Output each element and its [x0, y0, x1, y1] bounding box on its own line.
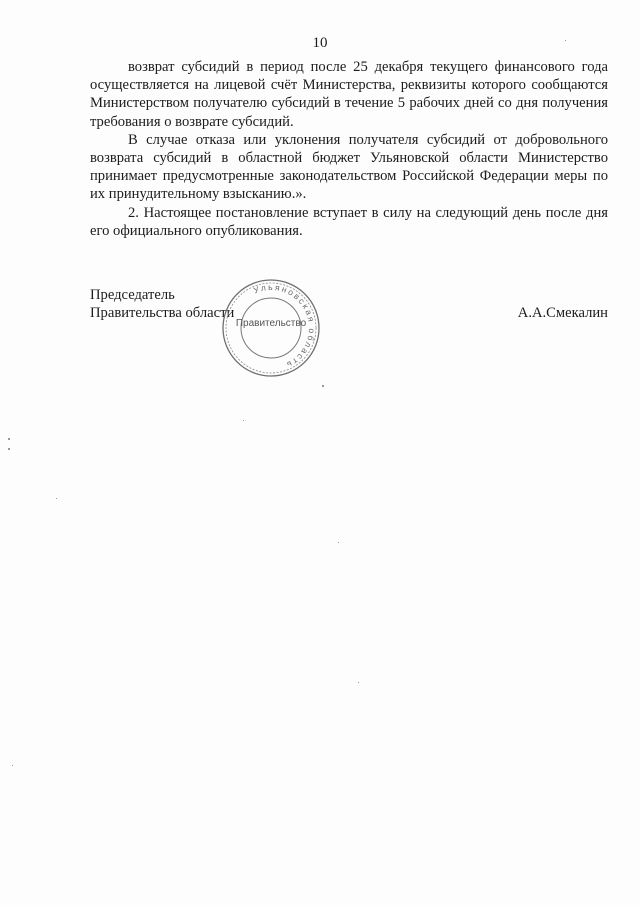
scan-speck	[338, 542, 339, 543]
scan-speck	[8, 448, 10, 450]
paragraph-effective-date: 2. Настоящее постановление вступает в силу на следующий день после дня его официального опубликования.	[90, 204, 608, 239]
scan-speck	[243, 420, 244, 421]
scan-speck	[56, 498, 57, 499]
signature-block	[90, 281, 608, 386]
signatory-name: А.А.Смекалин	[517, 305, 608, 321]
paragraph-refusal-enforcement: В случае отказа или уклонения получателя субсидий от добровольного возврата субсидий в областной бюджет Ульяновской области Министерство принимает предусмотренные законодательством Российской Федерации меры по их принудительному взысканию.».	[90, 131, 608, 203]
signatory-title-line-2: Правительства области	[90, 305, 235, 322]
seal-ring-text: Ульяновская область	[252, 281, 318, 371]
scan-speck	[12, 765, 13, 766]
scan-speck	[565, 40, 566, 41]
signatory-title	[90, 286, 234, 322]
signatory-title-line-1: Председатель	[90, 287, 175, 303]
official-seal-stamp	[219, 276, 323, 380]
page-number: 10	[312, 35, 328, 51]
paragraph-subsidy-return-period: возврат субсидий в период после 25 декабря текущего финансового года осуществляется на лицевой счёт Министерства, реквизиты которого сообщаются Министерством получателю субсидий в течение 5 рабочих дней со дня получения требования о возврате субсидий.	[90, 59, 608, 130]
scan-speck	[358, 682, 359, 683]
scan-speck	[322, 385, 324, 387]
scan-speck	[8, 438, 10, 440]
document-body	[90, 58, 608, 240]
seal-center-text: Правительство	[235, 318, 307, 329]
